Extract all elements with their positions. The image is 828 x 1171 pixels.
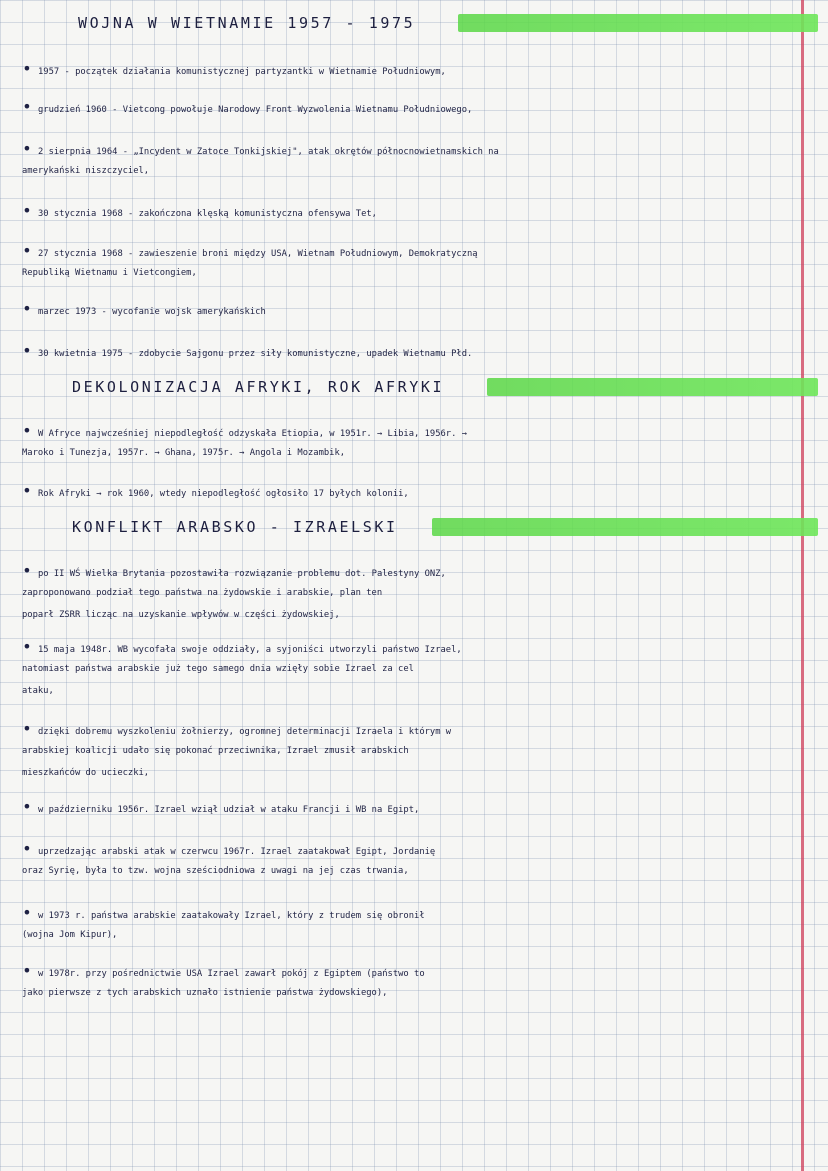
bullet-icon: •	[22, 139, 32, 158]
bullet-icon: •	[22, 961, 32, 980]
bullet-icon: •	[22, 719, 32, 738]
bullet-icon: •	[22, 903, 32, 922]
highlighter-mark	[487, 378, 818, 396]
bullet-icon: •	[22, 299, 32, 318]
bullet-icon: •	[22, 421, 32, 440]
highlighter-mark	[432, 518, 818, 536]
bullet-icon: •	[22, 797, 32, 816]
note-item: • uprzedzając arabski atak w czerwcu 1967r. Izrael zaatakował Egipt, Jordanię oraz Syrię, była to tzw. wojna sześciodniowa z uwagi na jej czas trwania,	[16, 838, 816, 882]
bullet-icon: •	[22, 201, 32, 220]
heading-vietnam-war	[78, 8, 818, 38]
note-item: • w październiku 1956r. Izrael wziął udział w ataku Francji i WB na Egipt,	[16, 796, 816, 818]
section-title: KONFLIKT ARABSKO - IZRAELSKI	[72, 518, 398, 536]
note-item: • 30 kwietnia 1975 - zdobycie Sajgonu przez siły komunistyczne, upadek Wietnamu Płd.	[16, 340, 816, 362]
note-item: • W Afryce najwcześniej niepodległość odzyskała Etiopia, w 1951r. → Libia, 1956r. → Maroko i Tunezja, 1957r. → Ghana, 1975r. → Angola i Mozambik,	[16, 420, 816, 464]
note-item: • w 1978r. przy pośrednictwie USA Izrael zawarł pokój z Egiptem (państwo to jako pierwsze z tych arabskich uznało istnienie państwa żydowskiego),	[16, 960, 816, 1004]
section-title: DEKOLONIZACJA AFRYKI, ROK AFRYKI	[72, 378, 445, 396]
bullet-icon: •	[22, 341, 32, 360]
note-item: • marzec 1973 - wycofanie wojsk amerykańskich	[16, 298, 816, 320]
note-item: • 2 sierpnia 1964 - „Incydent w Zatoce Tonkijskiej", atak okrętów północnowietnamskich na amerykański niszczyciel,	[16, 138, 816, 182]
note-item: • po II WŚ Wielka Brytania pozostawiła rozwiązanie problemu dot. Palestyny ONZ, zaproponowano podział tego państwa na żydowskie i arabskie, plan ten poparł ZSRR licząc na uzyskanie wpływów w części żydowskiej,	[16, 560, 816, 626]
note-item: • 15 maja 1948r. WB wycofała swoje oddziały, a syjoniści utworzyli państwo Izrael, natomiast państwa arabskie już tego samego dnia wzięły sobie Izrael za cel ataku,	[16, 636, 816, 702]
bullet-icon: •	[22, 97, 32, 116]
note-item: • dzięki dobremu wyszkoleniu żołnierzy, ogromnej determinacji Izraela i którym w arabskiej koalicji udało się pokonać przeciwnika, Izrael zmusił arabskich mieszkańców do ucieczki,	[16, 718, 816, 784]
bullet-icon: •	[22, 241, 32, 260]
note-item: • w 1973 r. państwa arabskie zaatakowały Izrael, który z trudem się obronił (wojna Jom Kipur),	[16, 902, 816, 946]
bullet-icon: •	[22, 839, 32, 858]
highlighter-mark	[458, 14, 818, 32]
note-item: • grudzień 1960 - Vietcong powołuje Narodowy Front Wyzwolenia Wietnamu Południowego,	[16, 96, 816, 118]
note-item: • Rok Afryki → rok 1960, wtedy niepodległość ogłosiło 17 byłych kolonii,	[16, 480, 816, 502]
bullet-icon: •	[22, 561, 32, 580]
heading-decolonization	[72, 372, 818, 402]
note-item: • 30 stycznia 1968 - zakończona klęską komunistyczna ofensywa Tet,	[16, 200, 816, 222]
bullet-icon: •	[22, 637, 32, 656]
bullet-icon: •	[22, 481, 32, 500]
section-title: WOJNA W WIETNAMIE 1957 - 1975	[78, 14, 416, 32]
bullet-icon: •	[22, 59, 32, 78]
note-item: • 27 stycznia 1968 - zawieszenie broni między USA, Wietnam Południowym, Demokratyczną Republiką Wietnamu i Vietcongiem,	[16, 240, 816, 284]
heading-arab-israeli-conflict	[72, 512, 818, 542]
note-item: • 1957 - początek działania komunistycznej partyzantki w Wietnamie Południowym,	[16, 58, 816, 80]
